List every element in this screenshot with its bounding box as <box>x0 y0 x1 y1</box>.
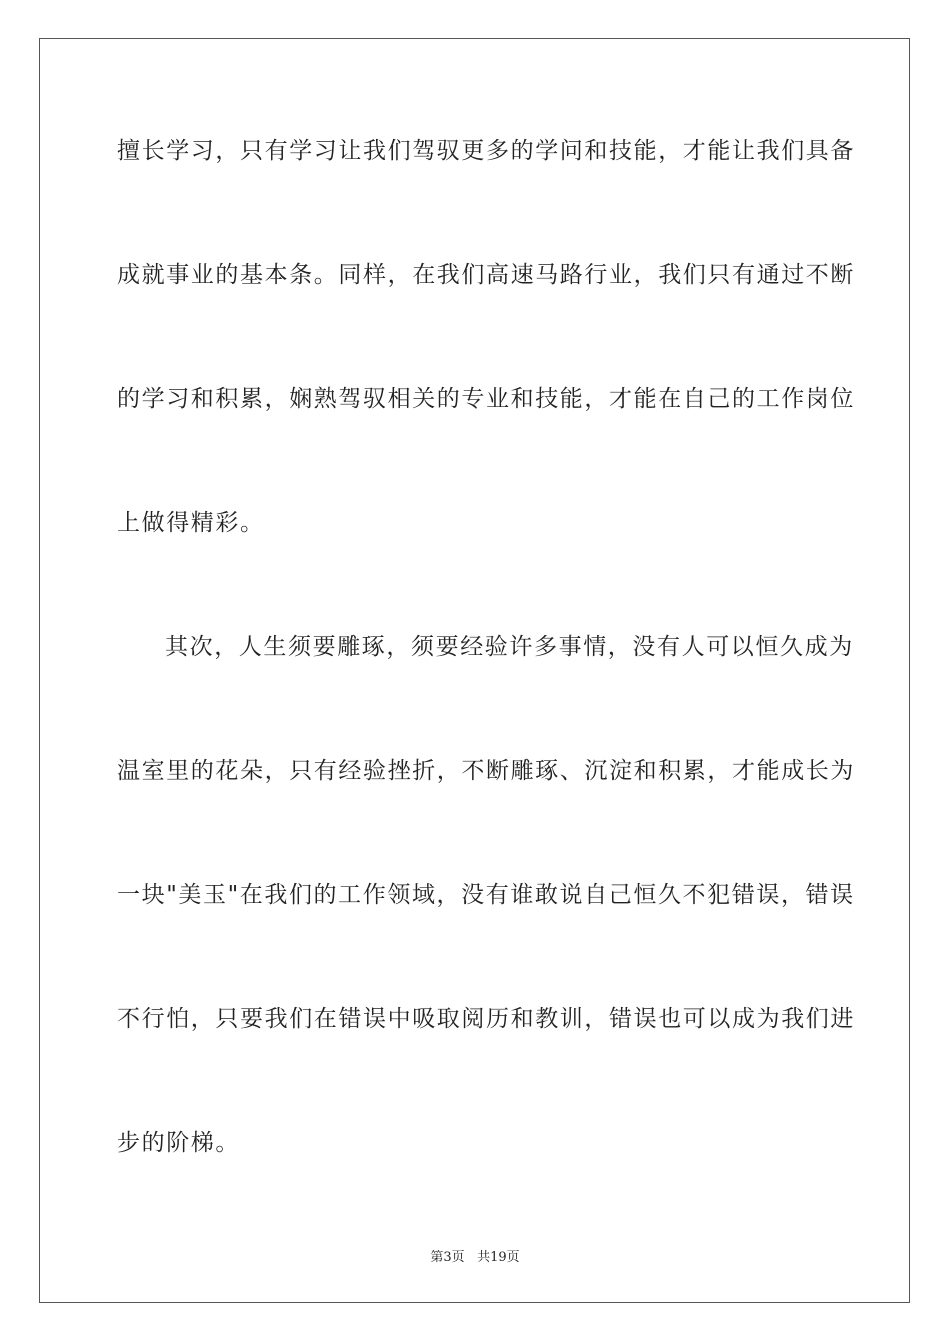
paragraph-1-line-1: 擅长学习，只有学习让我们驾驭更多的学问和技能，才能让我们具备 <box>117 138 855 164</box>
paragraph-1-line-4: 上做得精彩。 <box>117 510 265 536</box>
page-number: 第3页 <box>430 1250 465 1265</box>
paragraph-2-line-3: 一块"美玉"在我们的工作领域，没有谁敢说自己恒久不犯错误，错误 <box>117 882 855 908</box>
paragraph-2-line-2: 温室里的花朵，只有经验挫折，不断雕琢、沉淀和积累，才能成长为 <box>117 758 855 784</box>
paragraph-1-line-3: 的学习和积累，娴熟驾驭相关的专业和技能，才能在自己的工作岗位 <box>117 386 855 412</box>
paragraph-1-line-2: 成就事业的基本条。同样，在我们高速马路行业，我们只有通过不断 <box>117 262 855 288</box>
page-total: 共19页 <box>477 1250 520 1265</box>
paragraph-2-line-5: 步的阶梯。 <box>117 1130 240 1156</box>
paragraph-2-line-4: 不行怕，只要我们在错误中吸取阅历和教训，错误也可以成为我们进 <box>117 1006 855 1032</box>
paragraph-2-line-1: 其次，人生须要雕琢，须要经验许多事情，没有人可以恒久成为 <box>165 634 854 660</box>
page-footer <box>0 1246 950 1265</box>
